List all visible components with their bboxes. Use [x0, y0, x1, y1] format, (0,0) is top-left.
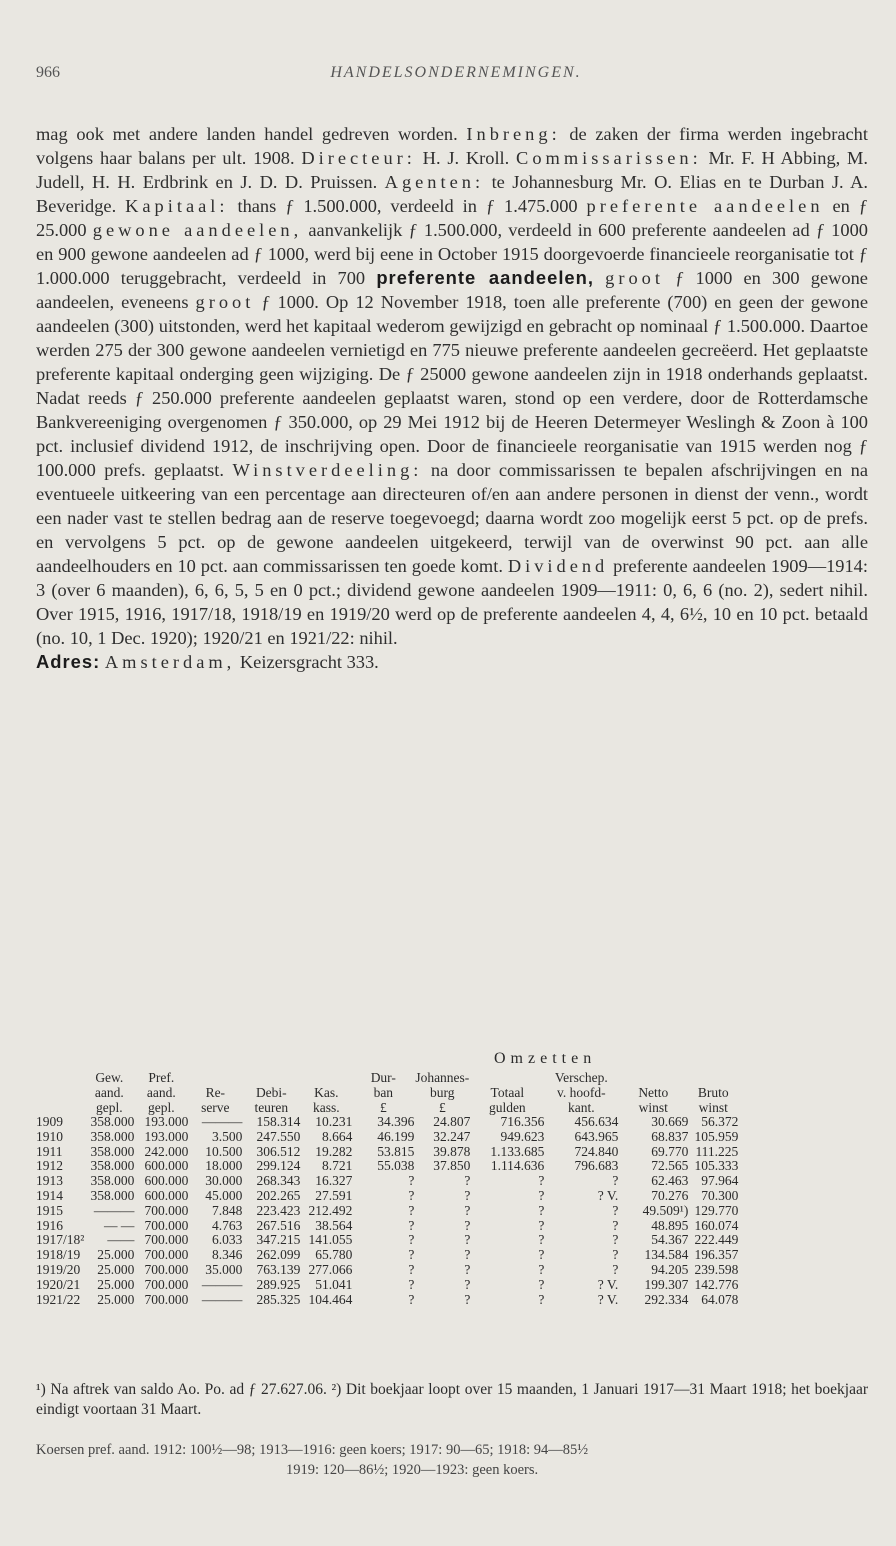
- table-cell: ———: [201, 1291, 243, 1307]
- table-cell: 46.199: [377, 1128, 415, 1144]
- commissarissen-label: Commissarissen:: [516, 148, 702, 168]
- inbreng-label: Inbreng:: [466, 124, 561, 144]
- text-kapitaal: thans ƒ 1.500.000, verdeeld in ƒ 1.475.000: [237, 196, 578, 216]
- table-cell: 4.763: [211, 1217, 243, 1233]
- table-cell: 193.000: [144, 1128, 189, 1144]
- table-row: [36, 1219, 738, 1234]
- table-cell: 105.959: [694, 1128, 739, 1144]
- column-header: Debi- teuren: [254, 1085, 289, 1115]
- column-header: Netto winst: [638, 1085, 669, 1115]
- table-cell: ?: [538, 1261, 545, 1277]
- table-cell: 262.099: [256, 1247, 301, 1263]
- table-cell: ?: [538, 1232, 545, 1248]
- table-cell: ?: [408, 1187, 415, 1203]
- table-cell: 242.000: [144, 1143, 189, 1159]
- table-cell: ? V.: [597, 1276, 619, 1292]
- table-cell: 724.840: [574, 1143, 619, 1159]
- column-header: Totaal gulden: [488, 1085, 526, 1115]
- column-header: Kas. kass.: [313, 1085, 340, 1115]
- agenten-label: Agenten:: [384, 172, 485, 192]
- table-cell: 358.000: [90, 1173, 135, 1189]
- table-row: [36, 1248, 738, 1263]
- table-cell: 25.000: [97, 1261, 135, 1277]
- table-cell: — —: [103, 1217, 135, 1233]
- column-header: Pref. aand. gepl.: [146, 1070, 176, 1115]
- table-cell: ?: [408, 1261, 415, 1277]
- koersen-block: [36, 1440, 876, 1480]
- table-cell: 1.114.636: [490, 1158, 545, 1174]
- table-cell: ?: [408, 1217, 415, 1233]
- table-cell: ?: [612, 1232, 619, 1248]
- table-cell: 64.078: [701, 1291, 739, 1307]
- table-cell: 30.669: [651, 1114, 689, 1129]
- groot-label-2: groot: [195, 292, 255, 312]
- year-cell: 1912: [36, 1158, 63, 1174]
- text-winstverdeeling: na door commissarissen te bepalen afschrijvingen en na eventueele uitkeering van een percentage aan directeuren of/en aan andere personen in dienst der venn., wordt een nader vast te stellen bedrag aan de reserve toegevoegd; daarna wordt zoo mogelijk eerst 5 pct. op de prefs. en vervolgens 5 pct. op de gewone aandeelen uitgekeerd, terwijl van de overwinst 90 pct. aan alle aandeelhouders en 10 pct. aan commissarissen ten goede komt.: [36, 460, 868, 576]
- table-cell: 358.000: [90, 1158, 135, 1174]
- text-kapitaal-2: en ƒ 25.000: [36, 196, 868, 240]
- table-header-row: [36, 1070, 738, 1115]
- table-cell: 212.492: [308, 1202, 353, 1218]
- preferente-aandeelen-bold: preferente aandeelen,: [376, 267, 594, 288]
- address-line: [36, 650, 868, 674]
- text-agenten: te Johannesburg Mr. O. Elias en te Durban J. A. Beveridge.: [36, 172, 868, 216]
- table-cell: 35.000: [205, 1261, 243, 1277]
- table-cell: 267.516: [256, 1217, 301, 1233]
- kapitaal-label: Kapitaal:: [125, 196, 229, 216]
- winstverdeeling-label: Winstverdeeling:: [232, 460, 423, 480]
- table-row: [36, 1159, 738, 1174]
- table-cell: 24.807: [433, 1114, 471, 1129]
- adres-street: Keizersgracht 333.: [239, 652, 379, 672]
- column-header: Re- serve: [201, 1085, 230, 1115]
- table-cell: 700.000: [144, 1202, 189, 1218]
- table-row: [36, 1145, 738, 1160]
- table-row: [36, 1130, 738, 1145]
- text-kapitaal-5: ƒ 1000. Op 12 November 1918, toen alle preferente (700) en geen der gewone aandeelen (300) uitstonden, werd het kapitaal wederom gewijzigd en gebracht op nominaal ƒ 1.500.000. Daartoe werden 275 der 300 gewone aandeelen vernietigd en 775 nieuwe preferente aandeelen gecreëerd. Het geplaatste preferente kapitaal onderging geen wijziging. De ƒ 25000 gewone aandeelen zijn in 1918 onderhands geplaatst. Nadat reeds ƒ 250.000 preferente aandeelen geplaatst waren, stond op een verdere, door de Rotterdamsche Bankvereeniging overgenomen ƒ 350.000, op 29 Mei 1912 bij de Heeren Determeyer Weslingh & Zoon à 100 pct. inclusief dividend 1912, de inschrijving open. Door de financieele reorganisatie van 1915 werden nog ƒ 100.000 prefs. geplaatst.: [36, 292, 868, 480]
- table-cell: 700.000: [144, 1247, 189, 1263]
- table-cell: 37.850: [433, 1158, 471, 1174]
- table-cell: 69.770: [651, 1143, 689, 1159]
- table-cell: 48.895: [651, 1217, 689, 1233]
- column-header: Verschep. v. hoofd- kant.: [554, 1070, 608, 1115]
- dividend-label: Dividend: [507, 556, 609, 576]
- table-cell: 949.623: [500, 1128, 545, 1144]
- company-description: [36, 122, 868, 674]
- table-cell: 27.591: [315, 1187, 353, 1203]
- year-cell: 1910: [36, 1128, 63, 1144]
- table-cell: ?: [612, 1217, 619, 1233]
- groot-label: groot: [605, 268, 664, 288]
- table-cell: 72.565: [651, 1158, 689, 1174]
- table-cell: 8.346: [211, 1247, 243, 1263]
- text-directeur: H. J. Kroll.: [422, 148, 510, 168]
- table-cell: ?: [464, 1217, 471, 1233]
- financial-table: [36, 1070, 738, 1307]
- table-cell: 239.598: [694, 1261, 739, 1277]
- table-cell: ———: [201, 1276, 243, 1292]
- table-cell: ——: [107, 1232, 135, 1248]
- table-cell: 158.314: [256, 1114, 301, 1129]
- table-cell: ?: [408, 1247, 415, 1263]
- table-row: [36, 1233, 738, 1248]
- table-cell: 700.000: [144, 1276, 189, 1292]
- table-cell: 19.282: [315, 1143, 353, 1159]
- table-cell: ?: [464, 1261, 471, 1277]
- table-cell: ?: [408, 1276, 415, 1292]
- adres-city: Amsterdam,: [104, 652, 236, 672]
- year-cell: 1918/19: [36, 1247, 81, 1263]
- table-row: [36, 1174, 738, 1189]
- table-cell: 700.000: [144, 1291, 189, 1307]
- table-cell: 38.564: [315, 1217, 353, 1233]
- table-cell: ?: [538, 1173, 545, 1189]
- table-cell: 34.396: [377, 1114, 415, 1129]
- year-cell: 1919/20: [36, 1261, 81, 1277]
- year-cell: 1909: [36, 1114, 63, 1129]
- table-cell: 3.500: [211, 1128, 243, 1144]
- table-cell: 247.550: [256, 1128, 301, 1144]
- table-cell: ?: [464, 1202, 471, 1218]
- table-cell: 32.247: [433, 1128, 471, 1144]
- table-cell: ?: [612, 1247, 619, 1263]
- footnotes: ¹) Na aftrek van saldo Ao. Po. ad ƒ 27.627.06. ²) Dit boekjaar loopt over 15 maanden, 1 Januari 1917—31 Maart 1918; het boekjaar eindigt voortaan 31 Maart.: [36, 1381, 868, 1418]
- table-cell: ? V.: [597, 1187, 619, 1203]
- table-cell: 54.367: [651, 1232, 689, 1248]
- table-cell: 643.965: [574, 1128, 619, 1144]
- table-cell: 39.878: [433, 1143, 471, 1159]
- table-cell: ?: [464, 1232, 471, 1248]
- table-row: [36, 1278, 738, 1293]
- table-cell: 196.357: [694, 1247, 739, 1263]
- table-cell: ?: [408, 1291, 415, 1307]
- table-cell: 25.000: [97, 1276, 135, 1292]
- table-cell: 1.133.685: [490, 1143, 545, 1159]
- koersen-line-2: 1919: 120—86½; 1920—1923: geen koers.: [286, 1462, 539, 1478]
- table-cell: ?: [538, 1187, 545, 1203]
- table-cell: 299.124: [256, 1158, 301, 1174]
- page-header: [36, 64, 876, 88]
- table-cell: 700.000: [144, 1261, 189, 1277]
- table-cell: ———: [93, 1202, 135, 1218]
- table-cell: ?: [464, 1291, 471, 1307]
- table-cell: 141.055: [308, 1232, 353, 1248]
- text-inbreng: de zaken der firma werden ingebracht volgens haar balans per ult. 1908.: [36, 124, 868, 168]
- column-header: [36, 1070, 84, 1115]
- table-cell: 6.033: [211, 1232, 243, 1248]
- column-header: Gew. aand. gepl.: [94, 1070, 124, 1115]
- table-cell: 700.000: [144, 1217, 189, 1233]
- table-cell: 202.265: [256, 1187, 301, 1203]
- year-cell: 1914: [36, 1187, 63, 1203]
- table-cell: ?: [538, 1217, 545, 1233]
- table-cell: 277.066: [308, 1261, 353, 1277]
- table-cell: 68.837: [651, 1128, 689, 1144]
- table-cell: 45.000: [205, 1187, 243, 1203]
- table-cell: 30.000: [205, 1173, 243, 1189]
- table-cell: ?: [464, 1276, 471, 1292]
- table-cell: 56.372: [701, 1114, 739, 1129]
- table-cell: 142.776: [694, 1276, 739, 1292]
- table-row: [36, 1115, 738, 1130]
- table-cell: 289.925: [256, 1276, 301, 1292]
- table-cell: 134.584: [644, 1247, 689, 1263]
- table-cell: 358.000: [90, 1143, 135, 1159]
- column-header: Johannes- burg £: [415, 1070, 470, 1115]
- table-cell: ?: [464, 1173, 471, 1189]
- table-cell: ?: [408, 1232, 415, 1248]
- table-cell: 193.000: [144, 1114, 189, 1129]
- table-cell: ?: [538, 1247, 545, 1263]
- table-cell: 53.815: [377, 1143, 415, 1159]
- table-cell: ?: [408, 1173, 415, 1189]
- table-cell: 600.000: [144, 1173, 189, 1189]
- table-cell: 105.333: [694, 1158, 739, 1174]
- year-cell: 1913: [36, 1173, 63, 1189]
- table-cell: 10.231: [315, 1114, 353, 1129]
- table-cell: 7.848: [211, 1202, 243, 1218]
- year-cell: 1911: [36, 1143, 63, 1159]
- table-cell: 129.770: [694, 1202, 739, 1218]
- table-cell: ?: [612, 1261, 619, 1277]
- table-row: [36, 1204, 738, 1219]
- table-cell: 51.041: [315, 1276, 353, 1292]
- table-cell: 8.721: [321, 1158, 353, 1174]
- table-cell: 716.356: [500, 1114, 545, 1129]
- table-cell: 70.276: [651, 1187, 689, 1203]
- preferente-aandeelen-label: preferente aandeelen: [586, 196, 824, 216]
- table-cell: 104.464: [308, 1291, 353, 1307]
- table-cell: 25.000: [97, 1291, 135, 1307]
- table-cell: 700.000: [144, 1232, 189, 1248]
- table-row: [36, 1293, 738, 1308]
- table-cell: 55.038: [377, 1158, 415, 1174]
- text-commissarissen: Mr. F. H Abbing, M. Judell, H. H. Erdbrink en J. D. D. Pruissen.: [36, 148, 868, 192]
- table-cell: ?: [464, 1247, 471, 1263]
- text-kapitaal-4: ƒ 1000 en 300 gewone aandeelen, eveneens: [36, 268, 868, 312]
- table-cell: 796.683: [574, 1158, 619, 1174]
- column-header: Bruto winst: [697, 1085, 729, 1115]
- year-cell: 1915: [36, 1202, 63, 1218]
- table-cell: 94.205: [651, 1261, 689, 1277]
- table-cell: 268.343: [256, 1173, 301, 1189]
- table-cell: ?: [408, 1202, 415, 1218]
- table-cell: ?: [538, 1291, 545, 1307]
- adres-label: Adres:: [36, 651, 101, 672]
- table-row: [36, 1263, 738, 1278]
- column-header: Dur- ban £: [370, 1070, 396, 1115]
- table-cell: ?: [612, 1173, 619, 1189]
- text-dividend: preferente aandeelen 1909—1914: 3 (over 6 maanden), 6, 6, 5, 5 en 0 pct.; dividend gewone aandeelen 1909—1911: 0, 6, 6 (no. 2), sedert nihil. Over 1915, 1916, 1917/18, 1918/19 en 1919/20 werd op de preferente aandeelen 4, 4, 6½, 10 en 10 pct. betaald (no. 10, 1 Dec. 1920); 1920/21 en 1921/22: nihil.: [36, 556, 868, 648]
- table-cell: 600.000: [144, 1158, 189, 1174]
- table-cell: 763.139: [256, 1261, 301, 1277]
- table-cell: 358.000: [90, 1128, 135, 1144]
- year-cell: 1916: [36, 1217, 63, 1233]
- omzetten-heading: Omzetten: [494, 1050, 597, 1067]
- running-title: HANDELSONDERNEMINGEN.: [330, 64, 582, 81]
- text-trade: mag ook met andere landen handel gedreven worden.: [36, 124, 458, 144]
- table-cell: 199.307: [644, 1276, 689, 1292]
- table-cell: 347.215: [256, 1232, 301, 1248]
- year-cell: 1920/21: [36, 1276, 81, 1292]
- table-cell: ? V.: [597, 1291, 619, 1307]
- page-number: 966: [36, 64, 60, 81]
- table-cell: 70.300: [701, 1187, 739, 1203]
- directeur-label: Directeur:: [301, 148, 416, 168]
- table-cell: 8.664: [321, 1128, 353, 1144]
- table-cell: 306.512: [256, 1143, 301, 1159]
- table-cell: 49.509¹): [642, 1202, 689, 1218]
- table-cell: 65.780: [315, 1247, 353, 1263]
- table-cell: 10.500: [205, 1143, 243, 1159]
- table-cell: 62.463: [651, 1173, 689, 1189]
- table-cell: ———: [201, 1114, 243, 1129]
- table-row: [36, 1189, 738, 1204]
- table-body: [36, 1115, 738, 1307]
- table-cell: 97.964: [701, 1173, 739, 1189]
- description-paragraph: [36, 122, 868, 650]
- table-cell: 25.000: [97, 1247, 135, 1263]
- table-cell: 16.327: [315, 1173, 353, 1189]
- year-cell: 1921/22: [36, 1291, 81, 1307]
- table-cell: 223.423: [256, 1202, 301, 1218]
- table-cell: ?: [464, 1187, 471, 1203]
- table-cell: ?: [612, 1202, 619, 1218]
- table-cell: 111.225: [695, 1143, 739, 1159]
- table-cell: 358.000: [90, 1187, 135, 1203]
- year-cell: 1917/18²: [36, 1232, 85, 1248]
- table-cell: 456.634: [574, 1114, 619, 1129]
- table-cell: 160.074: [694, 1217, 739, 1233]
- table-cell: 358.000: [90, 1114, 135, 1129]
- table-cell: 18.000: [205, 1158, 243, 1174]
- table-cell: 292.334: [644, 1291, 689, 1307]
- table-cell: 600.000: [144, 1187, 189, 1203]
- table-cell: 285.325: [256, 1291, 301, 1307]
- koersen-line-1: Koersen pref. aand. 1912: 100½—98; 1913—1916: geen koers; 1917: 90—65; 1918: 94—85½: [36, 1442, 589, 1458]
- text-kapitaal-3: aanvankelijk ƒ 1.500.000, verdeeld in 600 preferente aandeelen ad ƒ 1000 en 900 gewone aandeelen ad ƒ 1000, werd bij eene in October 1915 doorgevoerde financieele reorganisatie tot ƒ 1.000.000 teruggebracht, verdeeld in 700: [36, 220, 868, 288]
- table-cell: ?: [538, 1276, 545, 1292]
- gewone-aandeelen-label: gewone aandeelen,: [92, 220, 303, 240]
- table-cell: 222.449: [694, 1232, 739, 1248]
- table-cell: ?: [538, 1202, 545, 1218]
